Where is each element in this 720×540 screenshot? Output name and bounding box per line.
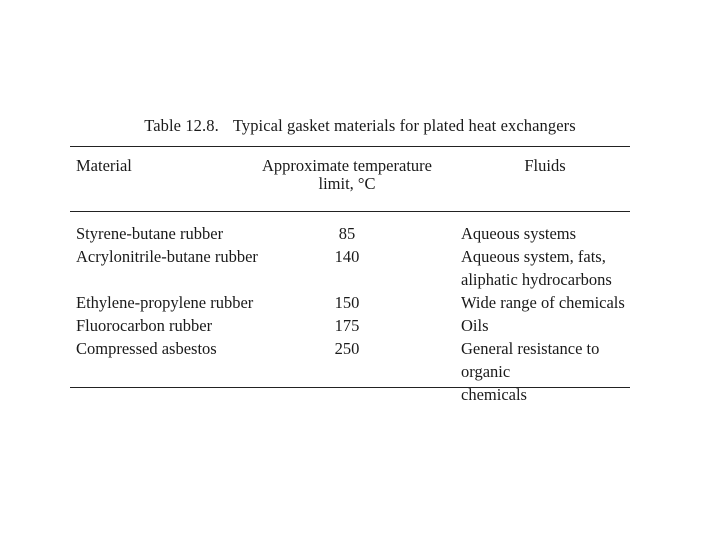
table-body	[0, 222, 720, 404]
fluids-cell	[461, 245, 631, 291]
table-number: Table 12.8.	[144, 116, 219, 135]
fluids-line: General resistance to organic	[461, 339, 600, 381]
table-title: Typical gasket materials for plated heat exchangers	[232, 116, 576, 135]
header-rule	[70, 211, 630, 212]
table-row	[0, 222, 720, 245]
table-row	[0, 314, 720, 337]
temperature-cell: 140	[334, 247, 360, 266]
fluids-line: Wide range of chemicals	[461, 293, 625, 312]
fluids-line: Aqueous system, fats,	[461, 247, 606, 266]
header-fluids: Fluids	[524, 156, 566, 175]
table-row	[0, 337, 720, 404]
table-caption	[0, 116, 720, 136]
temperature-cell: 85	[338, 224, 356, 243]
temperature-cell: 175	[334, 316, 360, 335]
top-rule	[70, 146, 630, 147]
fluids-cell	[461, 337, 631, 406]
fluids-cell	[461, 291, 631, 314]
header-temperature-line1: Approximate temperature	[262, 156, 432, 175]
header-temperature-line2: limit, °C	[318, 174, 376, 193]
temperature-cell: 150	[334, 293, 360, 312]
temperature-cell: 250	[334, 339, 360, 358]
fluids-line: chemicals	[461, 385, 527, 404]
header-material: Material	[76, 156, 132, 175]
material-cell: Acrylonitrile-butane rubber	[76, 247, 258, 266]
material-cell: Fluorocarbon rubber	[76, 316, 213, 335]
fluids-cell	[461, 314, 631, 337]
header-temperature	[260, 157, 434, 193]
material-cell: Styrene-butane rubber	[76, 224, 224, 243]
fluids-line: aliphatic hydrocarbons	[461, 270, 612, 289]
bottom-rule	[70, 387, 630, 388]
material-cell: Compressed asbestos	[76, 339, 217, 358]
table-row	[0, 291, 720, 314]
table-row	[0, 245, 720, 291]
fluids-cell	[461, 222, 631, 245]
fluids-line: Aqueous systems	[461, 224, 577, 243]
fluids-line: Oils	[461, 316, 489, 335]
material-cell: Ethylene-propylene rubber	[76, 293, 254, 312]
